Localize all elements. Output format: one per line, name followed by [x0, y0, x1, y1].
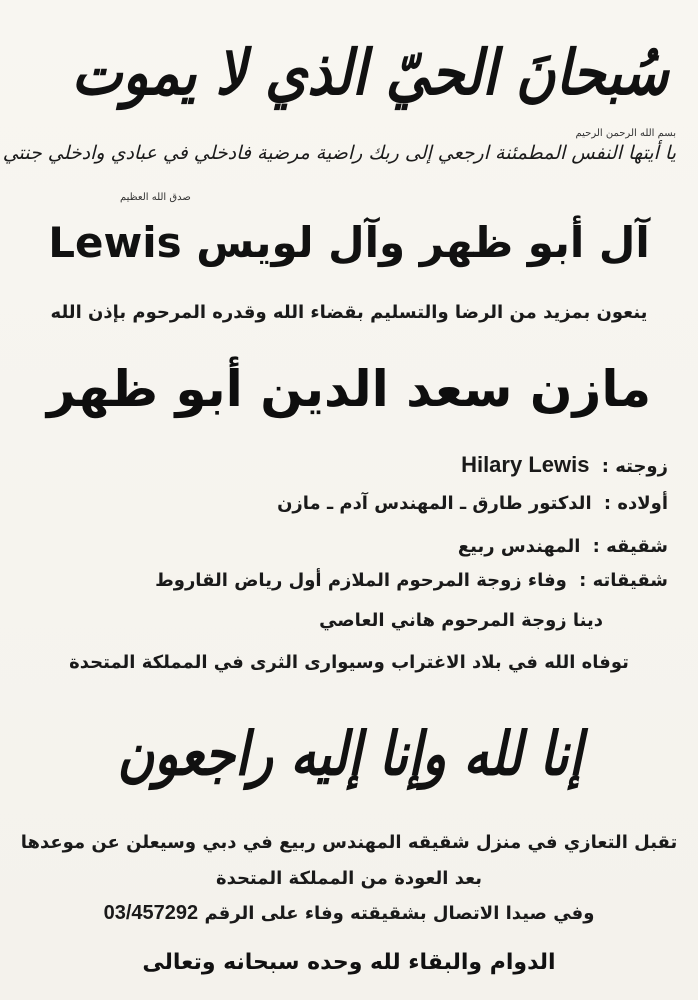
passed-line: توفاه الله في بلاد الاغتراب وسيوارى الثرى في المملكة المتحدة — [69, 652, 629, 673]
children-value: الدكتور طارق ـ المهندس آدم ـ مازن — [277, 493, 592, 514]
brother-label: شقيقه : — [592, 536, 668, 557]
condolence-contact-text: وفي صيدا الاتصال بشقيقته وفاء على الرقم — [204, 903, 595, 924]
phone-number: 03/457292 — [103, 902, 199, 924]
condolence-line-3 — [0, 902, 698, 925]
condolence-line-1: تقبل التعازي في منزل شقيقه المهندس ربيع في دبي وسيعلن عن موعدها — [20, 832, 678, 853]
basmala: بسم الله الرحمن الرحيم — [575, 128, 676, 139]
mourn-line: ينعون بمزيد من الرضا والتسليم بقضاء الله وقدره المرحوم بإذن الله — [50, 302, 648, 323]
sisters-label: شقيقاته : — [579, 570, 668, 591]
condolence-line-2: بعد العودة من المملكة المتحدة — [215, 868, 483, 889]
deceased-name: مازن سعد الدين أبو ظهر — [46, 360, 652, 418]
sisters-value-2: دينا زوجة المرحوم هاني العاصي — [319, 610, 603, 631]
relative-wife — [461, 452, 668, 478]
relative-brother — [458, 536, 668, 557]
calligraphy-header: سُبحانَ الحيّ الذي لا يموت — [71, 35, 669, 109]
families-heading: آل أبو ظهر وآل لويس Lewis — [48, 218, 650, 267]
quran-verse: يا أيتها النفس المطمئنة ارجعي إلى ربك راضية مرضية فادخلي في عبادي وادخلي جنتي — [2, 142, 676, 164]
children-label: أولاده : — [603, 493, 668, 514]
quran-calligraphy: إنا لله وإنا إليه راجعون — [117, 717, 583, 789]
relative-sisters-2 — [319, 610, 603, 631]
closing-line: الدوام والبقاء لله وحده سبحانه وتعالى — [142, 950, 556, 975]
wife-value: Hilary Lewis — [461, 452, 590, 477]
brother-value: المهندس ربيع — [457, 536, 581, 557]
relative-sisters — [155, 570, 668, 591]
sadaq-allah: صدق الله العظيم — [120, 192, 191, 203]
relative-children — [277, 493, 668, 514]
sisters-value-1: وفاء زوجة المرحوم الملازم أول رياض القاروط — [155, 570, 567, 591]
wife-label: زوجته : — [601, 456, 668, 477]
